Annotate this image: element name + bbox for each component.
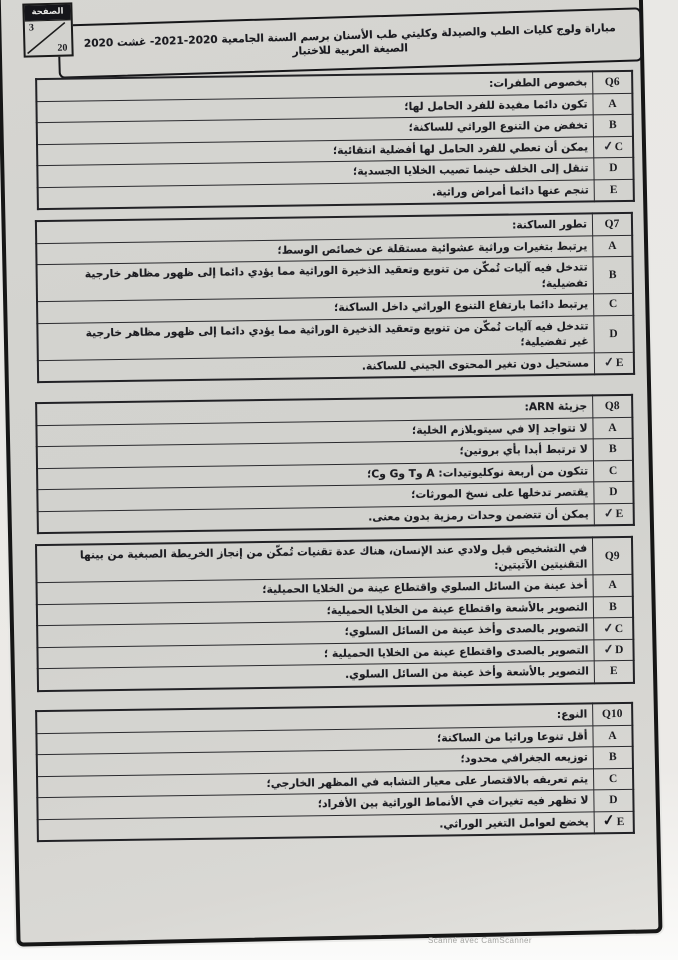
camscanner-watermark: Scanné avec CamScanner bbox=[428, 936, 532, 945]
question-table bbox=[35, 70, 635, 210]
option-letter-cell bbox=[593, 417, 633, 439]
option-text: لا تتواجد إلا في سيتوبلازم الخلية؛ bbox=[36, 417, 593, 446]
option-letter: E bbox=[615, 508, 624, 521]
option-letter-cell bbox=[594, 315, 634, 353]
page-number-box bbox=[22, 2, 73, 57]
option-letter: C bbox=[614, 622, 624, 635]
checkmark-icon: ✓ bbox=[602, 641, 615, 658]
option-letter: E bbox=[609, 665, 618, 678]
option-text: يقتصر تدخلها على نسخ المورثات؛ bbox=[37, 482, 594, 511]
option-letter-cell bbox=[593, 768, 633, 790]
option-letter: A bbox=[608, 579, 617, 592]
option-text: أخذ عينة من السائل السلوي واقتطاع عينة من الخلايا الحميلية؛ bbox=[37, 575, 594, 604]
option-text: أقل تنوعا وراثيا من الساكنة؛ bbox=[36, 725, 593, 754]
option-letter-cell bbox=[593, 256, 633, 294]
option-letter-cell bbox=[593, 574, 633, 596]
exam-language-subtitle: الصيغة العربية للاختبار bbox=[292, 42, 409, 58]
question-table bbox=[35, 702, 635, 842]
option-letter-cell bbox=[593, 293, 633, 315]
option-text: يرتبط دائما بارتفاع التنوع الوراثي داخل الساكنة؛ bbox=[37, 294, 594, 323]
question-code: Q10 bbox=[601, 708, 623, 721]
exam-title: مباراة ولوج كليات الطب والصيدلة وكليتي طب الأسنان برسم السنة الجامعية 2020-2021- غشت 2020 bbox=[83, 22, 616, 50]
option-text: تنجم عنها دائما أمراض وراثية. bbox=[38, 179, 595, 209]
option-letter: E bbox=[615, 357, 624, 370]
option-letter-cell bbox=[594, 157, 634, 179]
option-letter-cell bbox=[594, 789, 634, 811]
question-code-cell bbox=[593, 71, 633, 94]
option-text: تتدخل فيه آليات تُمكّن من تنويع وتعقيد الذخيرة الوراثية مما يؤدي دائما إلى ظهور مظاهر خارجية تفضيلية؛ bbox=[37, 257, 594, 302]
option-text: تتكون من أربعة نوكليوتيدات: A وT وG وC؛ bbox=[37, 460, 594, 489]
option-letter: E bbox=[609, 183, 618, 196]
question-table bbox=[35, 536, 635, 692]
page-number: 3 bbox=[28, 22, 35, 34]
question-prompt: بخصوص الطفرات: bbox=[36, 71, 593, 101]
option-text: تخفض من التنوع الوراثي للساكنة؛ bbox=[37, 115, 594, 144]
option-text: التصوير بالأشعة واقتطاع عينة من الخلايا الحميلية؛ bbox=[37, 596, 594, 625]
option-letter-cell bbox=[593, 114, 633, 136]
question-table bbox=[35, 212, 635, 383]
option-text: مستحيل دون تغير المحتوى الجيني للساكنة. bbox=[38, 352, 595, 382]
option-letter-cell bbox=[594, 481, 634, 503]
option-letter: D bbox=[609, 327, 618, 340]
question-prompt: تطور الساكنة: bbox=[36, 213, 593, 243]
option-letter: B bbox=[608, 269, 617, 282]
option-letter: A bbox=[608, 421, 617, 434]
option-letter-cell bbox=[594, 352, 634, 375]
option-letter-cell bbox=[594, 660, 634, 683]
option-letter-cell bbox=[594, 811, 634, 834]
option-letter: D bbox=[609, 794, 618, 807]
option-text: التصوير بالصدى وأخذ عينة من السائل السلوي؛ bbox=[37, 618, 594, 647]
option-text: يخضع لعوامل التغير الوراثي. bbox=[38, 811, 595, 841]
question-code: Q9 bbox=[604, 550, 620, 563]
option-text: يتم تعريفه بالاقتصار على معيار التشابه في المظهر الخارجي؛ bbox=[37, 768, 594, 797]
option-letter: A bbox=[608, 97, 617, 110]
option-letter-cell bbox=[594, 179, 634, 202]
question-code-cell bbox=[593, 395, 633, 418]
option-letter: B bbox=[608, 443, 617, 456]
checkmark-icon: ✓ bbox=[603, 354, 616, 371]
option-letter: E bbox=[616, 816, 625, 829]
checkmark-icon: ✓ bbox=[602, 620, 615, 636]
option-text: يمكن أن تعطي للفرد الحامل لها أفضلية انتقائية؛ bbox=[37, 136, 594, 165]
option-letter-cell bbox=[593, 235, 633, 257]
option-letter: D bbox=[609, 162, 618, 175]
question-prompt: النوع: bbox=[36, 703, 593, 733]
option-text: لا ترتبط أبدا بأي بروتين؛ bbox=[37, 439, 594, 468]
question-code-cell bbox=[592, 537, 632, 575]
page-label: الصفحة bbox=[24, 4, 70, 20]
page-fraction bbox=[25, 19, 72, 55]
question-code: Q6 bbox=[604, 76, 620, 89]
option-letter-cell bbox=[593, 596, 633, 618]
checkmark-icon: ✓ bbox=[602, 138, 615, 155]
option-text: تكون دائما مفيدة للفرد الحامل لها؛ bbox=[36, 93, 593, 122]
option-letter-cell bbox=[593, 136, 633, 158]
option-letter-cell bbox=[593, 438, 633, 460]
option-letter: C bbox=[614, 141, 624, 154]
option-letter: B bbox=[608, 119, 617, 132]
question-table bbox=[35, 394, 635, 534]
question-code: Q7 bbox=[604, 218, 620, 231]
option-text: لا تظهر فيه تغيرات في الأنماط الوراثية بين الأفراد؛ bbox=[37, 790, 594, 819]
option-letter: A bbox=[608, 729, 617, 742]
question-prompt: في التشخيص قبل ولادي عند الإنسان، هناك عدة تقنيات تُمكّن من إنجاز الخريطة الصبغية من بينها التقنيتين الآتيتين: bbox=[36, 537, 593, 582]
option-text: يمكن أن تتضمن وحدات رمزية بدون معنى. bbox=[38, 503, 595, 533]
question-code: Q8 bbox=[604, 400, 620, 413]
question-code-cell bbox=[593, 703, 633, 726]
option-letter-cell bbox=[593, 746, 633, 768]
option-letter-cell bbox=[593, 460, 633, 482]
option-letter: D bbox=[615, 644, 624, 657]
checkmark-icon: ✓ bbox=[603, 505, 616, 522]
option-text: التصوير بالصدى واقتطاع عينة من الخلايا الحميلية ؛ bbox=[37, 639, 594, 668]
option-text: التصوير بالأشعة وأخذ عينة من السائل السلوي. bbox=[38, 661, 595, 691]
option-letter-cell bbox=[593, 93, 633, 115]
option-text: تنقل إلى الخلف حينما تصيب الخلايا الجسدية؛ bbox=[37, 158, 594, 187]
option-letter: B bbox=[608, 751, 617, 764]
option-letter-cell bbox=[593, 725, 633, 747]
option-text: تتدخل فيه آليات تُمكّن من تنويع وتعقيد الذخيرة الوراثية مما يؤدي دائما إلى ظهور مظاهر خارجية غير تفضيلية؛ bbox=[37, 315, 594, 360]
question-code-cell bbox=[592, 213, 632, 236]
option-text: توزيعه الجغرافي محدود؛ bbox=[37, 747, 594, 776]
option-letter: A bbox=[608, 239, 617, 252]
option-letter: B bbox=[609, 600, 617, 613]
option-text: يرتبط بتغيرات وراثية عشوائية مستقلة عن خصائص الوسط؛ bbox=[36, 235, 593, 264]
option-letter: C bbox=[608, 772, 618, 785]
checkmark-icon: ✓ bbox=[602, 812, 617, 831]
option-letter: D bbox=[609, 486, 618, 499]
page-total: 20 bbox=[57, 42, 68, 54]
option-letter: C bbox=[608, 298, 618, 311]
option-letter-cell bbox=[594, 639, 634, 661]
option-letter-cell bbox=[594, 617, 634, 639]
option-letter-cell bbox=[594, 503, 634, 526]
question-prompt: جزيئة ARN: bbox=[36, 395, 593, 425]
option-letter: C bbox=[608, 464, 618, 477]
